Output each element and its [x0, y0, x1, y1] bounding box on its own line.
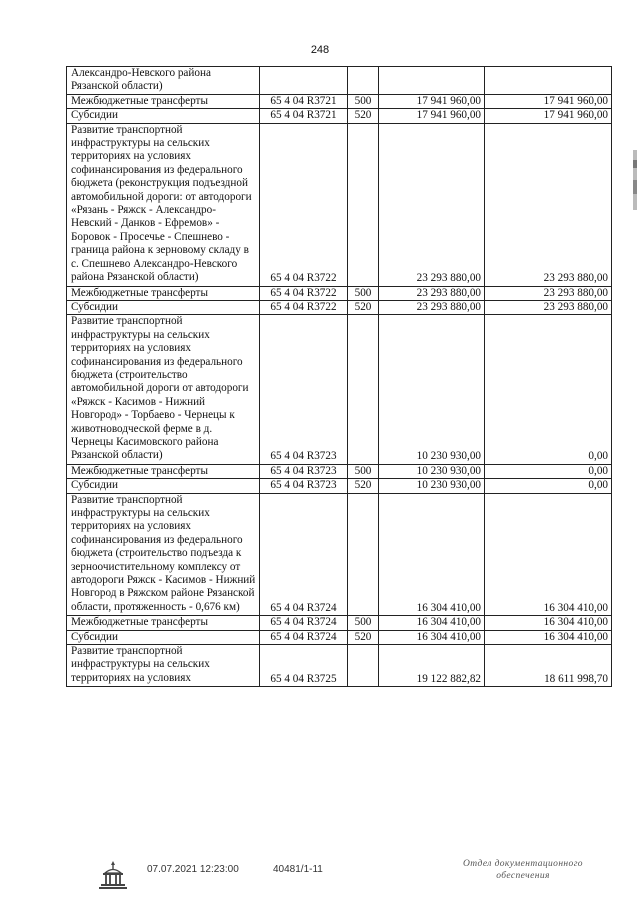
table-row	[67, 645, 612, 687]
row-sum-2	[485, 67, 612, 95]
row-sum-2: 0,00	[485, 479, 612, 493]
row-sum-1: 10 230 930,00	[379, 464, 485, 478]
footer-document-number: 40481/1-11	[273, 864, 323, 875]
row-expense-type	[348, 315, 379, 464]
table-row	[67, 630, 612, 644]
table-row	[67, 493, 612, 616]
table-row	[67, 300, 612, 314]
row-name: Александро-Невского района Рязанской области)	[67, 67, 260, 95]
row-sum-1: 23 293 880,00	[379, 123, 485, 286]
row-sum-2: 16 304 410,00	[485, 493, 612, 616]
row-name: Субсидии	[67, 300, 260, 314]
row-sum-1	[379, 67, 485, 95]
row-code: 65 4 04 R3721	[260, 94, 348, 108]
row-sum-2: 0,00	[485, 315, 612, 464]
table-row	[67, 67, 612, 95]
table-row	[67, 109, 612, 123]
row-expense-type: 520	[348, 300, 379, 314]
row-code: 65 4 04 R3722	[260, 286, 348, 300]
row-sum-2: 23 293 880,00	[485, 300, 612, 314]
row-expense-type	[348, 645, 379, 687]
row-sum-2: 16 304 410,00	[485, 616, 612, 630]
row-expense-type: 500	[348, 616, 379, 630]
table-row	[67, 479, 612, 493]
row-sum-2: 23 293 880,00	[485, 286, 612, 300]
row-name: Развитие транспортной инфраструктуры на сельских территориях на условиях софинансирования из федерального бюджета (реконструкция подъездной автомобильной дороги: от автодороги «Рязань - Ряжск - Александро-Невский - Данков - Ефремов» - Боровок - Просечье - Спешнево - граница района к зерновому складу в с. Спешнево Александро-Невского района Рязанской области)	[67, 123, 260, 286]
page-footer	[0, 858, 640, 898]
row-code: 65 4 04 R3722	[260, 300, 348, 314]
building-emblem-icon	[96, 858, 130, 892]
row-expense-type: 500	[348, 464, 379, 478]
row-sum-1: 16 304 410,00	[379, 493, 485, 616]
budget-table-body	[67, 67, 612, 687]
row-expense-type	[348, 493, 379, 616]
row-name: Развитие транспортной инфраструктуры на сельских территориях на условиях софинансирования из федерального бюджета (строительство автомобильной дороги от автодороги «Ряжск - Касимов - Нижний Новгород» - Торбаево - Чернецы к животноводческой ферме в д. Чернецы Касимовского района Рязанской области)	[67, 315, 260, 464]
row-sum-1: 16 304 410,00	[379, 630, 485, 644]
stamp-line-2: обеспечения	[496, 871, 550, 881]
row-code: 65 4 04 R3724	[260, 493, 348, 616]
row-name: Субсидии	[67, 630, 260, 644]
row-expense-type	[348, 123, 379, 286]
row-code: 65 4 04 R3725	[260, 645, 348, 687]
row-code	[260, 67, 348, 95]
row-name: Развитие транспортной инфраструктуры на сельских территориях на условиях	[67, 645, 260, 687]
row-code: 65 4 04 R3722	[260, 123, 348, 286]
row-expense-type: 500	[348, 286, 379, 300]
scan-edge-mark-icon	[632, 150, 638, 210]
table-row	[67, 464, 612, 478]
row-name: Развитие транспортной инфраструктуры на сельских территориях на условиях софинансирования из федерального бюджета (строительство подъезда к зерноочистительному комплексу от автодороги Ряжск - Касимов - Нижний Новгород в Ряжском районе Рязанской области, протяженность - 0,676 км)	[67, 493, 260, 616]
row-sum-1: 23 293 880,00	[379, 286, 485, 300]
row-name: Межбюджетные трансферты	[67, 464, 260, 478]
row-name: Межбюджетные трансферты	[67, 616, 260, 630]
table-row	[67, 315, 612, 464]
row-code: 65 4 04 R3721	[260, 109, 348, 123]
row-code: 65 4 04 R3723	[260, 479, 348, 493]
budget-table	[66, 66, 612, 687]
row-expense-type: 520	[348, 630, 379, 644]
row-expense-type	[348, 67, 379, 95]
row-name: Межбюджетные трансферты	[67, 286, 260, 300]
row-sum-1: 17 941 960,00	[379, 94, 485, 108]
row-sum-1: 23 293 880,00	[379, 300, 485, 314]
stamp-line-1: Отдел документационного	[463, 859, 583, 869]
row-name: Межбюджетные трансферты	[67, 94, 260, 108]
row-sum-1: 17 941 960,00	[379, 109, 485, 123]
table-row	[67, 94, 612, 108]
row-sum-1: 19 122 882,82	[379, 645, 485, 687]
page-number: 248	[310, 44, 330, 56]
row-sum-1: 10 230 930,00	[379, 315, 485, 464]
row-code: 65 4 04 R3724	[260, 616, 348, 630]
row-sum-2: 17 941 960,00	[485, 94, 612, 108]
row-sum-2: 0,00	[485, 464, 612, 478]
footer-date: 07.07.2021 12:23:00	[147, 864, 239, 875]
row-expense-type: 520	[348, 109, 379, 123]
table-row	[67, 616, 612, 630]
department-stamp	[448, 858, 598, 882]
row-name: Субсидии	[67, 109, 260, 123]
row-code: 65 4 04 R3724	[260, 630, 348, 644]
table-row	[67, 286, 612, 300]
row-sum-2: 16 304 410,00	[485, 630, 612, 644]
row-sum-2: 17 941 960,00	[485, 109, 612, 123]
row-sum-1: 10 230 930,00	[379, 479, 485, 493]
row-code: 65 4 04 R3723	[260, 464, 348, 478]
table-row	[67, 123, 612, 286]
row-expense-type: 520	[348, 479, 379, 493]
row-expense-type: 500	[348, 94, 379, 108]
row-code: 65 4 04 R3723	[260, 315, 348, 464]
row-sum-2: 18 611 998,70	[485, 645, 612, 687]
row-sum-1: 16 304 410,00	[379, 616, 485, 630]
row-sum-2: 23 293 880,00	[485, 123, 612, 286]
row-name: Субсидии	[67, 479, 260, 493]
